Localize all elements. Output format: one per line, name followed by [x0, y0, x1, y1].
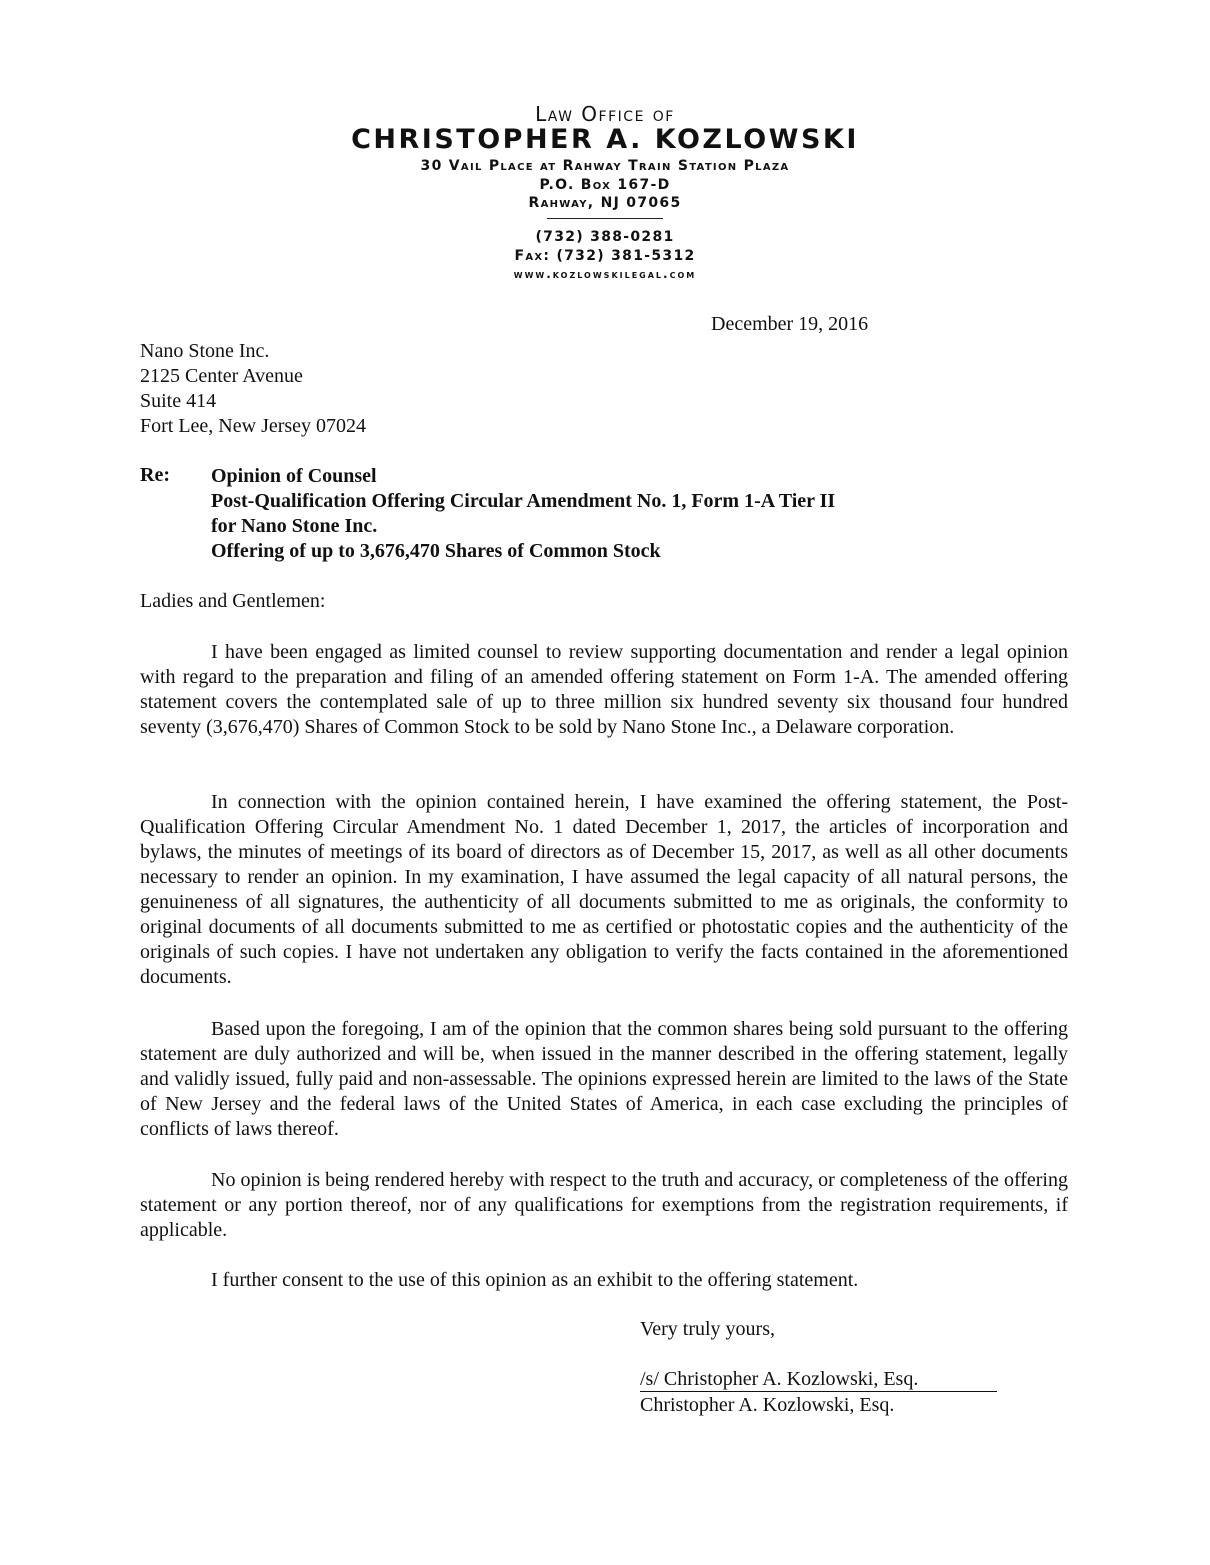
letterhead-address-line3: Rahway, NJ 07065 [528, 195, 682, 211]
recipient-line: Suite 414 [140, 390, 217, 412]
re-line: Offering of up to 3,676,470 Shares of Common Stock [211, 540, 661, 562]
letterhead-firm-name: CHRISTOPHER A. KOZLOWSKI [351, 124, 859, 155]
recipient-line: Nano Stone Inc. [140, 340, 270, 362]
re-subject [211, 464, 835, 564]
signature: /s/ Christopher A. Kozlowski, Esq. [640, 1368, 997, 1392]
salutation: Ladies and Gentlemen: [140, 590, 326, 612]
letterhead-fax: Fax: (732) 381-5312 [514, 248, 696, 264]
paragraph-text: In connection with the opinion contained herein, I have examined the offering statement, the Post-Qualification Offering Circular Amendment No. 1 dated December 1, 2017, the articles of incorporation and bylaws, the minutes of meetings of its board of directors as of December 15, 2017, as well as all other documents necessary to render an opinion. In my examination, I have assumed the legal capacity of all natural persons, the genuineness of all signatures, the authenticity of all documents submitted to me as originals, the conformity to original documents of all documents submitted to me as certified or photostatic copies and the authenticity of the originals of such copies. I have not undertaken any obligation to verify the facts contained in the aforementioned documents. [140, 791, 1068, 988]
letterhead-top-line: Law Office of [535, 102, 675, 126]
signer-name: Christopher A. Kozlowski, Esq. [640, 1394, 895, 1416]
letterhead-divider [547, 218, 663, 219]
body-paragraph-3 [140, 1017, 1068, 1142]
re-label: Re: [140, 464, 170, 486]
paragraph-text: Based upon the foregoing, I am of the opinion that the common shares being sold pursuant to the offering statement are duly authorized and will be, when issued in the manner described in the offering statement, legally and validly issued, fully paid and non-assessable. The opinions expressed herein are limited to the laws of the State of New Jersey and the federal laws of the United States of America, in each case excluding the principles of conflicts of laws thereof. [140, 1018, 1068, 1140]
re-line: for Nano Stone Inc. [211, 515, 378, 537]
body-paragraph-4 [140, 1168, 1068, 1243]
paragraph-text: No opinion is being rendered hereby with respect to the truth and accuracy, or completeness of the offering statement or any portion thereof, nor of any qualifications for exemptions from the registration requirements, if applicable. [140, 1169, 1068, 1241]
re-line: Opinion of Counsel [211, 465, 377, 487]
recipient-line: 2125 Center Avenue [140, 365, 303, 387]
recipient-line: Fort Lee, New Jersey 07024 [140, 415, 367, 437]
letterhead-address-line1: 30 Vail Place at Rahway Train Station Plaza [420, 158, 790, 174]
body-paragraph-1 [140, 640, 1068, 740]
closing: Very truly yours, [640, 1318, 775, 1340]
body-paragraph-5 [140, 1268, 1068, 1293]
letterhead-address-line2: P.O. Box 167-D [539, 177, 671, 193]
paragraph-text: I have been engaged as limited counsel to review supporting documentation and render a legal opinion with regard to the preparation and filing of an amended offering statement on Form 1-A. The amended offering statement covers the contemplated sale of up to three million six hundred seventy six thousand four hundred seventy (3,676,470) Shares of Common Stock to be sold by Nano Stone Inc., a Delaware corporation. [140, 641, 1068, 738]
letterhead-website: www.kozlowskilegal.com [513, 267, 697, 281]
letter-date: December 19, 2016 [711, 313, 869, 335]
recipient-address [140, 339, 366, 439]
re-line: Post-Qualification Offering Circular Amendment No. 1, Form 1-A Tier II [211, 490, 836, 512]
body-paragraph-2 [140, 790, 1068, 990]
letterhead-phone: (732) 388-0281 [535, 229, 675, 245]
paragraph-text: I further consent to the use of this opinion as an exhibit to the offering statement. [211, 1269, 859, 1291]
